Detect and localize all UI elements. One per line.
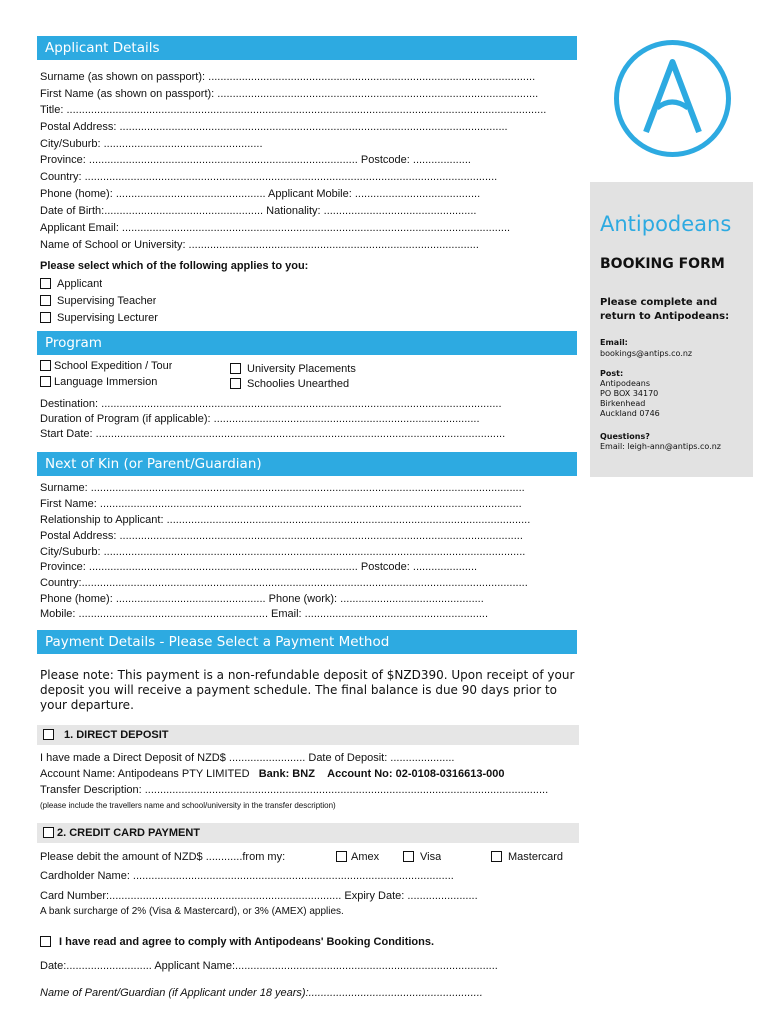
surcharge-note: A bank surcharge of 2% (Visa & Mastercard), or 3% (AMEX) applies. — [40, 906, 344, 917]
phone-mobile-field[interactable]: Phone (home): ................................................. Applicant Mobile: ......................................... — [40, 188, 481, 200]
contact-panel — [590, 182, 753, 477]
kin-surname-field[interactable]: Surname: .............................................................................................................................................. — [40, 482, 525, 494]
first-name-field[interactable]: First Name (as shown on passport): ......................................................................................................... — [40, 88, 539, 100]
logo-letter: A — [610, 36, 611, 37]
province-postcode-field[interactable]: Province: ........................................................................................ Postcode: ................... — [40, 154, 471, 166]
questions-email[interactable]: Email: leigh-ann@antips.co.nz — [600, 442, 721, 451]
checkbox[interactable] — [491, 851, 502, 862]
account-details — [40, 766, 600, 782]
credit-card-title: 2. CREDIT CARD PAYMENT — [57, 827, 201, 839]
kin-phone-field[interactable]: Phone (home): ................................................. Phone (work): ............................................... — [40, 593, 484, 605]
option-label: Supervising Teacher — [57, 295, 157, 307]
option-label: Applicant — [57, 278, 103, 290]
transfer-note: (please include the travellers name and school/university in the transfer description) — [40, 801, 336, 810]
card-type-label: Mastercard — [508, 851, 564, 863]
post-line: PO BOX 34170 — [600, 389, 659, 398]
checkbox[interactable] — [43, 729, 54, 740]
option-language-immersion[interactable] — [40, 374, 157, 390]
post-line: Antipodeans — [600, 379, 651, 388]
applicant-details-heading: Applicant Details — [37, 36, 577, 60]
start-date-field[interactable]: Start Date: ...................................................................................................................................... — [40, 428, 506, 440]
checkbox[interactable] — [40, 376, 51, 387]
questions-label: Questions? — [600, 432, 650, 441]
option-label: University Placements — [247, 363, 356, 375]
card-amex[interactable] — [336, 849, 379, 865]
agree-label: I have read and agree to comply with Antipodeans' Booking Conditions. — [59, 936, 435, 948]
guardian-name-field[interactable]: Name of Parent/Guardian (if Applicant under 18 years):......................................................... — [40, 987, 483, 999]
option-label: Schoolies Unearthed — [247, 378, 350, 390]
payment-heading: Payment Details - Please Select a Payment Method — [37, 630, 577, 654]
checkbox[interactable] — [403, 851, 414, 862]
dob-nationality-field[interactable]: Date of Birth:.................................................... Nationality: .................................................. — [40, 205, 477, 217]
checkbox[interactable] — [40, 278, 51, 289]
checkbox[interactable] — [230, 378, 241, 389]
post-line: Auckland 0746 — [600, 409, 660, 418]
checkbox[interactable] — [43, 827, 54, 838]
card-type-label: Amex — [351, 851, 380, 863]
checkbox[interactable] — [40, 360, 51, 371]
postal-address-field[interactable]: Postal Address: ............................................................................................................................... — [40, 121, 508, 133]
kin-first-name-field[interactable]: First Name: .......................................................................................................................................... — [40, 498, 522, 510]
option-applicant[interactable] — [40, 276, 102, 292]
duration-field[interactable]: Duration of Program (if applicable): ....................................................................................... — [40, 413, 480, 425]
credit-card-option[interactable] — [37, 823, 579, 843]
surname-field[interactable]: Surname (as shown on passport): ........................................................................................................... — [40, 71, 536, 83]
email-value[interactable]: bookings@antips.co.nz — [600, 349, 693, 358]
agree-conditions[interactable] — [40, 934, 434, 950]
direct-deposit-option[interactable] — [37, 725, 579, 745]
deposit-amount-field[interactable]: I have made a Direct Deposit of NZD$ ......................... Date of Deposit: ..................... — [40, 752, 455, 764]
cardholder-field[interactable]: Cardholder Name: ......................................................................................................... — [40, 870, 454, 882]
option-school-expedition[interactable] — [40, 358, 172, 374]
option-label: Language Immersion — [54, 376, 158, 388]
booking-form-title: BOOKING FORM — [600, 256, 725, 272]
option-university-placements[interactable] — [230, 361, 356, 377]
return-instruction: Please complete and return to Antipodeans: — [600, 297, 730, 322]
checkbox[interactable] — [40, 295, 51, 306]
logo-icon — [610, 36, 735, 161]
post-line: Birkenhead — [600, 399, 646, 408]
transfer-description-field[interactable]: Transfer Description: .................................................................................................................................... — [40, 784, 549, 796]
option-label: Supervising Lecturer — [57, 312, 158, 324]
card-visa[interactable] — [403, 849, 441, 865]
account-name: Account Name: Antipodeans PTY LIMITED — [40, 768, 250, 780]
option-schoolies-unearthed[interactable] — [230, 376, 349, 392]
checkbox[interactable] — [336, 851, 347, 862]
applicant-email-field[interactable]: Applicant Email: ............................................................................................................................... — [40, 222, 511, 234]
next-of-kin-heading: Next of Kin (or Parent/Guardian) — [37, 452, 577, 476]
checkbox[interactable] — [40, 936, 51, 947]
relationship-field[interactable]: Relationship to Applicant: ....................................................................................................................... — [40, 514, 531, 526]
debit-amount-field[interactable]: Please debit the amount of NZD$ ............from my: — [40, 851, 286, 863]
kin-province-field[interactable]: Province: ........................................................................................ Postcode: ..................... — [40, 561, 478, 573]
option-supervising-teacher[interactable] — [40, 293, 156, 309]
city-suburb-field[interactable]: City/Suburb: .................................................... — [40, 138, 263, 150]
checkbox[interactable] — [40, 312, 51, 323]
program-heading: Program — [37, 331, 577, 355]
kin-city-field[interactable]: City/Suburb: .......................................................................................................................................... — [40, 546, 526, 558]
bank-name: Bank: BNZ — [258, 768, 315, 780]
account-number: Account No: 02-0108-0316613-000 — [327, 768, 505, 780]
card-mastercard[interactable] — [491, 849, 563, 865]
kin-mobile-email-field[interactable]: Mobile: .............................................................. Email: ............................................................ — [40, 608, 489, 620]
country-field[interactable]: Country: ....................................................................................................................................... — [40, 171, 498, 183]
school-field[interactable]: Name of School or University: ............................................................................................... — [40, 239, 479, 251]
payment-note: Please note: This payment is a non-refundable deposit of $NZD390. Upon receipt of your deposit you will receive a payment schedule. The final balance is due 90 days prior to your departure. — [40, 668, 575, 712]
card-number-field[interactable]: Card Number:............................................................................ Expiry Date: ....................... — [40, 890, 478, 902]
checkbox[interactable] — [230, 363, 241, 374]
kin-country-field[interactable]: Country:.................................................................................................................................................. — [40, 577, 528, 589]
date-applicant-name-field[interactable]: Date:............................ Applicant Name:...................................................................................... — [40, 960, 498, 972]
direct-deposit-title: 1. DIRECT DEPOSIT — [64, 729, 169, 741]
post-label: Post: — [600, 369, 624, 378]
email-label: Email: — [600, 338, 628, 347]
kin-postal-address-field[interactable]: Postal Address: .................................................................................................................................... — [40, 530, 523, 542]
select-prompt: Please select which of the following applies to you: — [40, 260, 309, 272]
option-label: School Expedition / Tour — [54, 360, 173, 372]
card-type-label: Visa — [420, 851, 442, 863]
title-field[interactable]: Title: ............................................................................................................................................................. — [40, 104, 547, 116]
brand-name: Antipodeans — [600, 212, 732, 236]
option-supervising-lecturer[interactable] — [40, 310, 158, 326]
destination-field[interactable]: Destination: ................................................................................................................................... — [40, 398, 502, 410]
